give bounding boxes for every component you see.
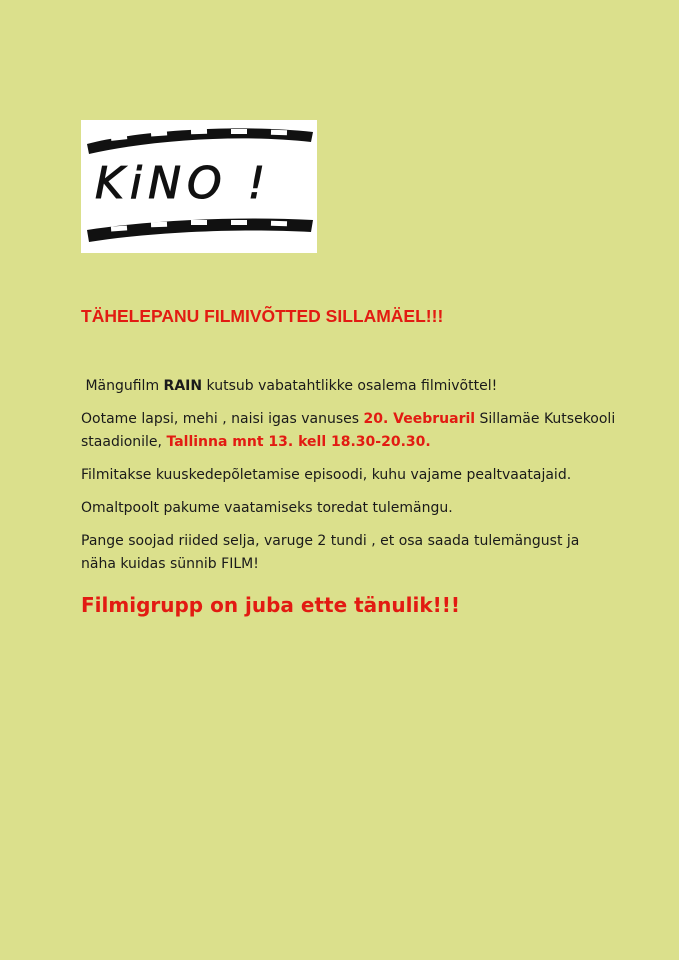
event-date: 20. Veebruaril [363,411,476,427]
paragraph-offer: Omaltpoolt pakume vaatamiseks toredat tulemängu. [81,500,453,516]
film-strip-icon [81,120,317,253]
paragraph-event-middle: Sillamäe Kutsekooli staadionile, [81,411,616,450]
kino-logo [81,120,317,253]
announcement-body [81,375,641,586]
paragraph-episode: Filmitakse kuuskedepõletamise episoodi, kuhu vajame pealtvaatajaid. [81,467,572,483]
paragraph-invitation-before: Mängufilm [81,378,164,394]
closing-thanks: Filmigrupp on juba ette tänulik!!! [81,593,461,617]
announcement-heading: TÄHELEPANU FILMIVÕTTED SILLAMÄEL!!! [81,306,444,326]
paragraph-event-details [81,408,641,454]
paragraph-invitation-after: kutsub vabatahtlikke osalema filmivõttel! [202,378,498,394]
film-title: RAIN [163,378,203,394]
event-place-time: Tallinna mnt 13. kell 18.30-20.30. [166,434,431,450]
paragraph-instructions: Pange soojad riided selja, varuge 2 tundi , et osa saada tulemängust ja näha kuidas sünnib FILM! [81,533,580,572]
logo-lettering: KiNO ! [95,158,272,209]
paragraph-event-before: Ootame lapsi, mehi , naisi igas vanuses [81,411,364,427]
paragraph-invitation [81,375,641,398]
